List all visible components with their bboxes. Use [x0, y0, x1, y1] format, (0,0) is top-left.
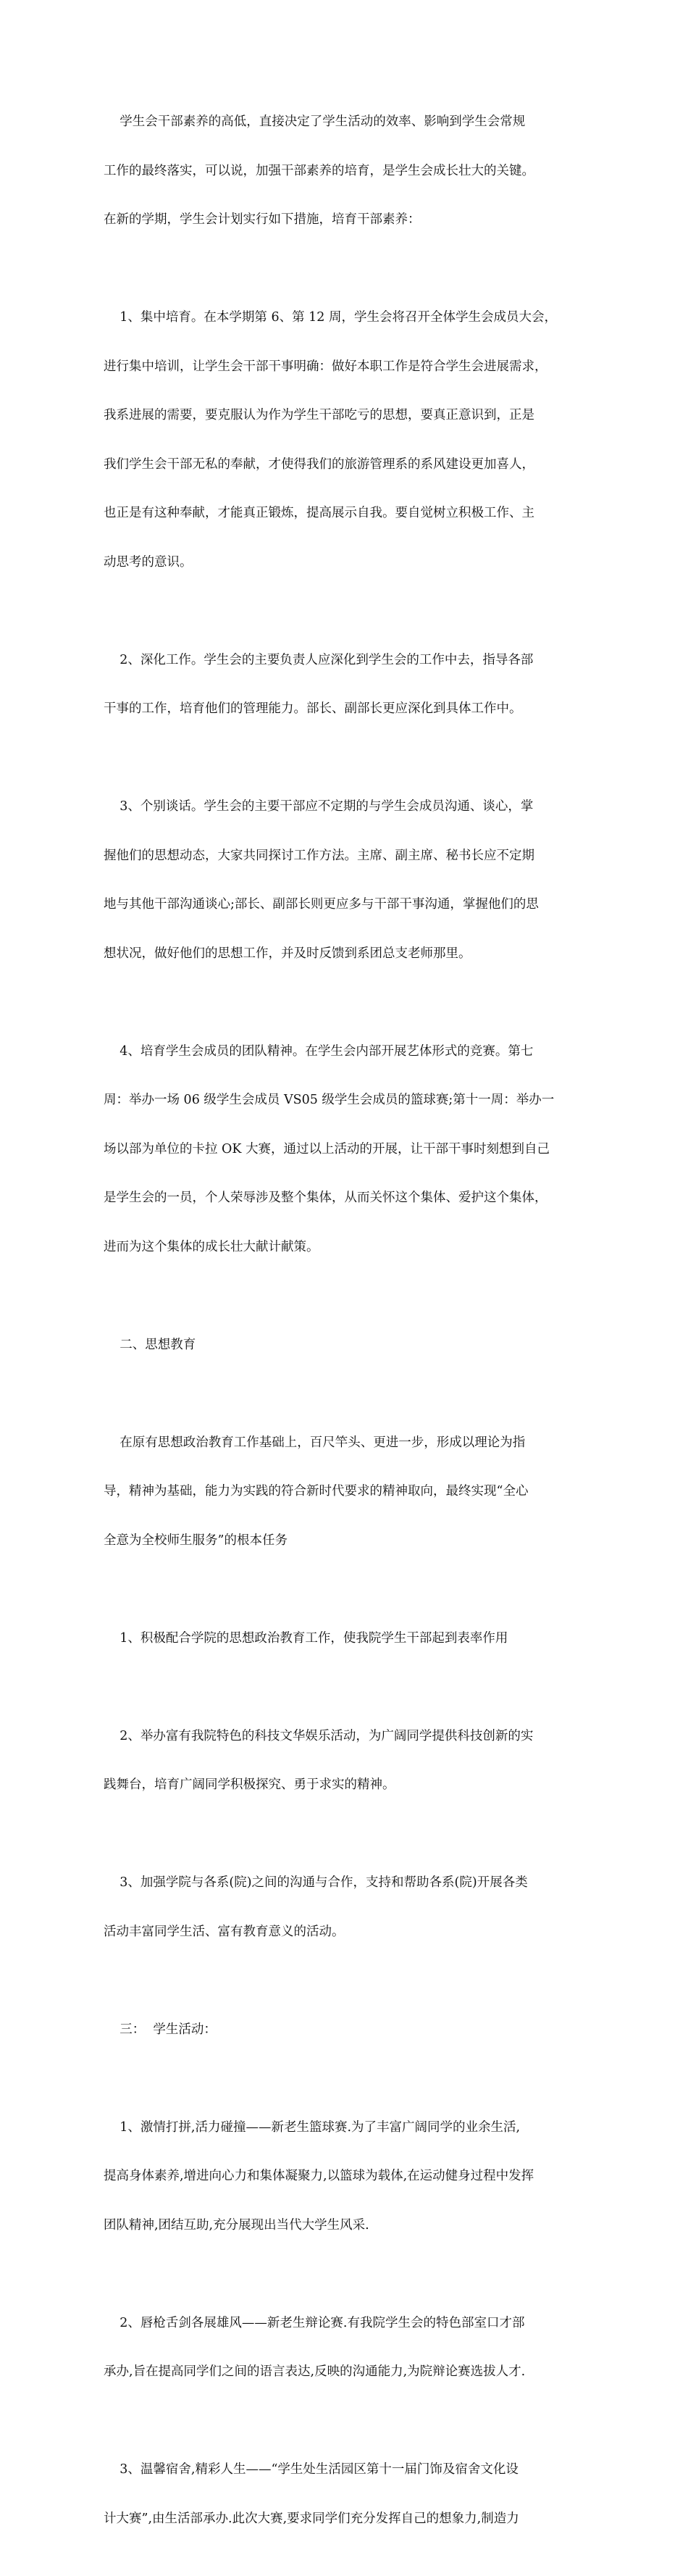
section-heading [104, 1989, 587, 2071]
paragraph [104, 1011, 587, 1288]
text-line: 3、个别谈话。学生会的主要干部应不定期的与学生会成员沟通、谈心，掌 [104, 799, 534, 814]
text-line: 干事的工作，培育他们的管理能力。部长、副部长更应深化到具体工作中。 [104, 701, 522, 716]
paragraph [104, 2429, 587, 2559]
text-line: 地与其他干部沟通谈心;部长、副部长则更应多与干部干事沟通，掌握他们的思 [104, 897, 539, 912]
text-line: 2、深化工作。学生会的主要负责人应深化到学生会的工作中去，指导各部 [104, 652, 534, 667]
text-line: 握他们的思想动态，大家共同探讨工作方法。主席、副主席、秘书长应不定期 [104, 848, 534, 863]
text-line: 4、培育学生会成员的团队精神。在学生会内部开展艺体形式的竞赛。第七 [104, 1043, 534, 1059]
text-line: 我们学生会干部无私的奉献，才使得我们的旅游管理系的系风建设更加喜人， [104, 457, 534, 472]
text-line: 动思考的意识。 [104, 554, 193, 570]
text-line: 活动丰富同学生活、富有教育意义的活动。 [104, 1924, 345, 1939]
text-line: 进行集中培训，让学生会干部干事明确：做好本职工作是符合学生会进展需求， [104, 359, 548, 374]
text-line: 1、积极配合学院的思想政治教育工作，使我院学生干部起到表率作用 [104, 1630, 508, 1646]
paragraph [104, 1598, 587, 1680]
text-line: 我系进展的需要，要克服认为作为学生干部吃亏的思想，要真正意识到，正是 [104, 408, 534, 422]
text-line: 3、温馨宿舍,精彩人生——“学生处生活园区第十一届门饰及宿舍文化设 [104, 2462, 519, 2477]
paragraph [104, 620, 587, 750]
text-line: 2、唇枪舌剑各展雄风——新老生辩论赛.有我院学生会的特色部室口才部 [104, 2315, 525, 2330]
text-line: 工作的最终落实，可以说，加强干部素养的培育，是学生会成长壮大的关键。 [104, 163, 534, 178]
paragraph [104, 1696, 587, 1826]
paragraph [104, 2087, 587, 2267]
text-line: 周：举办一场 06 级学生会成员 VS05 级学生会成员的篮球赛;第十一周：举办一 [104, 1093, 555, 1107]
text-line: 计大赛”,由生活部承办.此次大赛,要求同学们充分发挥自己的想象力,制造力 [104, 2511, 519, 2526]
text-line: 团队精神,团结互助,充分展现出当代大学生风采. [104, 2217, 369, 2233]
text-line: 二、思想教育 [104, 1337, 196, 1352]
text-line: 在新的学期，学生会计划实行如下措施，培育干部素养： [104, 212, 421, 227]
document-body [104, 81, 587, 2576]
text-line: 三： 学生活动： [104, 2022, 217, 2037]
paragraph [104, 2283, 587, 2413]
text-line: 全意为全校师生服务”的根本任务 [104, 1533, 288, 1548]
text-line: 3、加强学院与各系(院)之间的沟通与合作，支持和帮助各系(院)开展各类 [104, 1875, 528, 1890]
text-line: 承办,旨在提高同学们之间的语言表达,反映的沟通能力,为院辩论赛选拔人才. [104, 2364, 526, 2379]
text-line: 学生会干部素养的高低，直接决定了学生活动的效率、影响到学生会常规 [104, 114, 526, 129]
text-line: 践舞台，培育广阔同学积极探究、勇于求实的精神。 [104, 1777, 395, 1792]
text-line: 进而为这个集体的成长壮大献计献策。 [104, 1239, 319, 1254]
paragraph [104, 766, 587, 994]
text-line: 也正是有这种奉献，才能真正锻炼，提高展示自我。要自觉树立积极工作、主 [104, 506, 534, 520]
text-line: 是学生会的一员，个人荣辱涉及整个集体，从而关怀这个集体、爱护这个集体， [104, 1191, 548, 1205]
text-line: 想状况，做好他们的思想工作，并及时反馈到系团总支老师那里。 [104, 946, 471, 961]
text-line: 场以部为单位的卡拉 OK 大赛，通过以上活动的开展，让干部干事时刻想到自己 [104, 1141, 550, 1156]
text-line: 在原有思想政治教育工作基础上，百尺竿头、更进一步，形成以理论为指 [104, 1435, 526, 1450]
paragraph [104, 1402, 587, 1582]
text-line: 提高身体素养,增进向心力和集体凝聚力,以篮球为载体,在运动健身过程中发挥 [104, 2169, 534, 2183]
text-line: 1、激情打拼,活力碰撞——新老生篮球赛.为了丰富广阔同学的业余生活, [104, 2119, 521, 2135]
paragraph [104, 1842, 587, 1972]
section-heading [104, 1304, 587, 1386]
text-line: 1、集中培育。在本学期第 6、第 12 周，学生会将召开全体学生会成员大会， [104, 310, 557, 325]
text-line: 2、举办富有我院特色的科技文华娱乐活动，为广阔同学提供科技创新的实 [104, 1728, 534, 1743]
paragraph [104, 81, 587, 261]
text-line: 导，精神为基础，能力为实践的符合新时代要求的精神取向，最终实现“全心 [104, 1484, 529, 1499]
paragraph [104, 277, 587, 603]
